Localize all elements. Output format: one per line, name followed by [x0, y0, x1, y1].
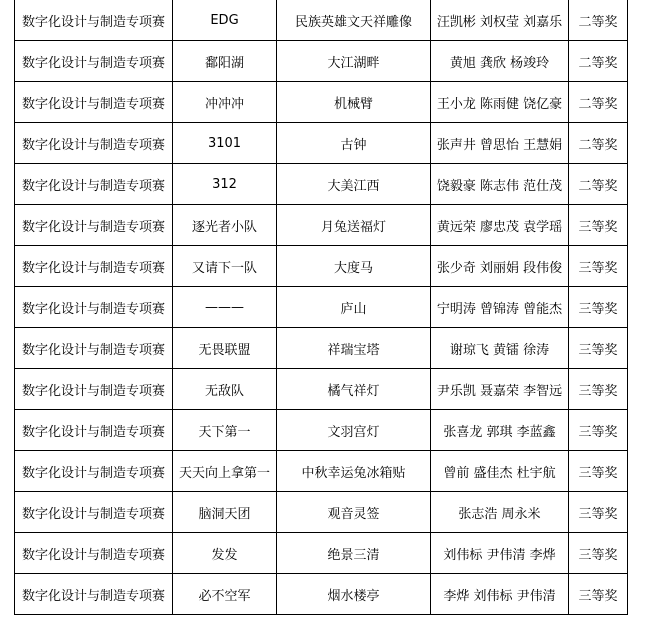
table-row — [15, 205, 628, 246]
award-cell: 二等奖 — [569, 41, 628, 82]
contest-cell: 数字化设计与制造专项赛 — [15, 410, 173, 451]
members-cell: 李烨 刘伟标 尹伟清 — [431, 574, 569, 615]
contest-cell: 数字化设计与制造专项赛 — [15, 369, 173, 410]
contest-cell: 数字化设计与制造专项赛 — [15, 287, 173, 328]
award-cell: 二等奖 — [569, 0, 628, 41]
table-row — [15, 574, 628, 615]
award-cell: 三等奖 — [569, 287, 628, 328]
members-cell: 张声井 曾思怡 王慧娟 — [431, 123, 569, 164]
members-cell: 王小龙 陈雨健 饶亿豪 — [431, 82, 569, 123]
table-row — [15, 82, 628, 123]
award-cell: 三等奖 — [569, 574, 628, 615]
work-cell: 民族英雄文天祥雕像 — [277, 0, 431, 41]
team-cell: 3101 — [173, 123, 277, 164]
award-cell: 三等奖 — [569, 328, 628, 369]
members-cell: 饶毅豪 陈志伟 范仕茂 — [431, 164, 569, 205]
team-cell: 必不空军 — [173, 574, 277, 615]
contest-cell: 数字化设计与制造专项赛 — [15, 82, 173, 123]
work-cell: 庐山 — [277, 287, 431, 328]
award-cell: 二等奖 — [569, 123, 628, 164]
table-row — [15, 123, 628, 164]
members-cell: 张喜龙 郭琪 李蓝鑫 — [431, 410, 569, 451]
table-row — [15, 0, 628, 41]
award-cell: 二等奖 — [569, 164, 628, 205]
team-cell: EDG — [173, 0, 277, 41]
work-cell: 大度马 — [277, 246, 431, 287]
work-cell: 月兔送福灯 — [277, 205, 431, 246]
award-cell: 二等奖 — [569, 82, 628, 123]
table-row — [15, 533, 628, 574]
team-cell: 无敌队 — [173, 369, 277, 410]
work-cell: 中秋幸运兔冰箱贴 — [277, 451, 431, 492]
award-cell: 三等奖 — [569, 246, 628, 287]
work-cell: 古钟 — [277, 123, 431, 164]
award-cell: 三等奖 — [569, 410, 628, 451]
table-row — [15, 451, 628, 492]
award-cell: 三等奖 — [569, 492, 628, 533]
work-cell: 橘气祥灯 — [277, 369, 431, 410]
table-row — [15, 369, 628, 410]
work-cell: 绝景三清 — [277, 533, 431, 574]
team-cell: 312 — [173, 164, 277, 205]
team-cell: 鄱阳湖 — [173, 41, 277, 82]
table-row — [15, 410, 628, 451]
contest-cell: 数字化设计与制造专项赛 — [15, 574, 173, 615]
contest-cell: 数字化设计与制造专项赛 — [15, 492, 173, 533]
team-cell: 脑洞天团 — [173, 492, 277, 533]
award-cell: 三等奖 — [569, 451, 628, 492]
work-cell: 大江湖畔 — [277, 41, 431, 82]
table-row — [15, 164, 628, 205]
team-cell: 逐光者小队 — [173, 205, 277, 246]
table-row — [15, 328, 628, 369]
contest-cell: 数字化设计与制造专项赛 — [15, 123, 173, 164]
team-cell: ——— — [173, 287, 277, 328]
members-cell: 黄远荣 廖忠茂 袁学瑶 — [431, 205, 569, 246]
contest-cell: 数字化设计与制造专项赛 — [15, 0, 173, 41]
contest-cell: 数字化设计与制造专项赛 — [15, 451, 173, 492]
contest-cell: 数字化设计与制造专项赛 — [15, 328, 173, 369]
members-cell: 尹乐凯 聂嘉荣 李智远 — [431, 369, 569, 410]
table-body — [15, 0, 628, 615]
members-cell: 谢琼飞 黄镭 徐涛 — [431, 328, 569, 369]
members-cell: 汪凯彬 刘权莹 刘嘉乐 — [431, 0, 569, 41]
work-cell: 大美江西 — [277, 164, 431, 205]
table-row — [15, 41, 628, 82]
members-cell: 张志浩 周永米 — [431, 492, 569, 533]
team-cell: 又请下一队 — [173, 246, 277, 287]
contest-cell: 数字化设计与制造专项赛 — [15, 246, 173, 287]
team-cell: 发发 — [173, 533, 277, 574]
contest-cell: 数字化设计与制造专项赛 — [15, 164, 173, 205]
contest-cell: 数字化设计与制造专项赛 — [15, 533, 173, 574]
work-cell: 观音灵签 — [277, 492, 431, 533]
award-cell: 三等奖 — [569, 533, 628, 574]
awards-table — [14, 0, 628, 615]
members-cell: 刘伟标 尹伟清 李烨 — [431, 533, 569, 574]
work-cell: 祥瑞宝塔 — [277, 328, 431, 369]
award-cell: 三等奖 — [569, 369, 628, 410]
members-cell: 曾前 盛佳杰 杜宇航 — [431, 451, 569, 492]
members-cell: 张少奇 刘丽娟 段伟俊 — [431, 246, 569, 287]
table-row — [15, 492, 628, 533]
work-cell: 烟水楼亭 — [277, 574, 431, 615]
work-cell: 文羽宫灯 — [277, 410, 431, 451]
table-row — [15, 287, 628, 328]
team-cell: 无畏联盟 — [173, 328, 277, 369]
award-cell: 三等奖 — [569, 205, 628, 246]
contest-cell: 数字化设计与制造专项赛 — [15, 205, 173, 246]
members-cell: 宁明涛 曾锦涛 曾能杰 — [431, 287, 569, 328]
contest-cell: 数字化设计与制造专项赛 — [15, 41, 173, 82]
members-cell: 黄旭 龚欣 杨竣玲 — [431, 41, 569, 82]
team-cell: 冲冲冲 — [173, 82, 277, 123]
team-cell: 天下第一 — [173, 410, 277, 451]
team-cell: 天天向上拿第一 — [173, 451, 277, 492]
work-cell: 机械臂 — [277, 82, 431, 123]
table-row — [15, 246, 628, 287]
